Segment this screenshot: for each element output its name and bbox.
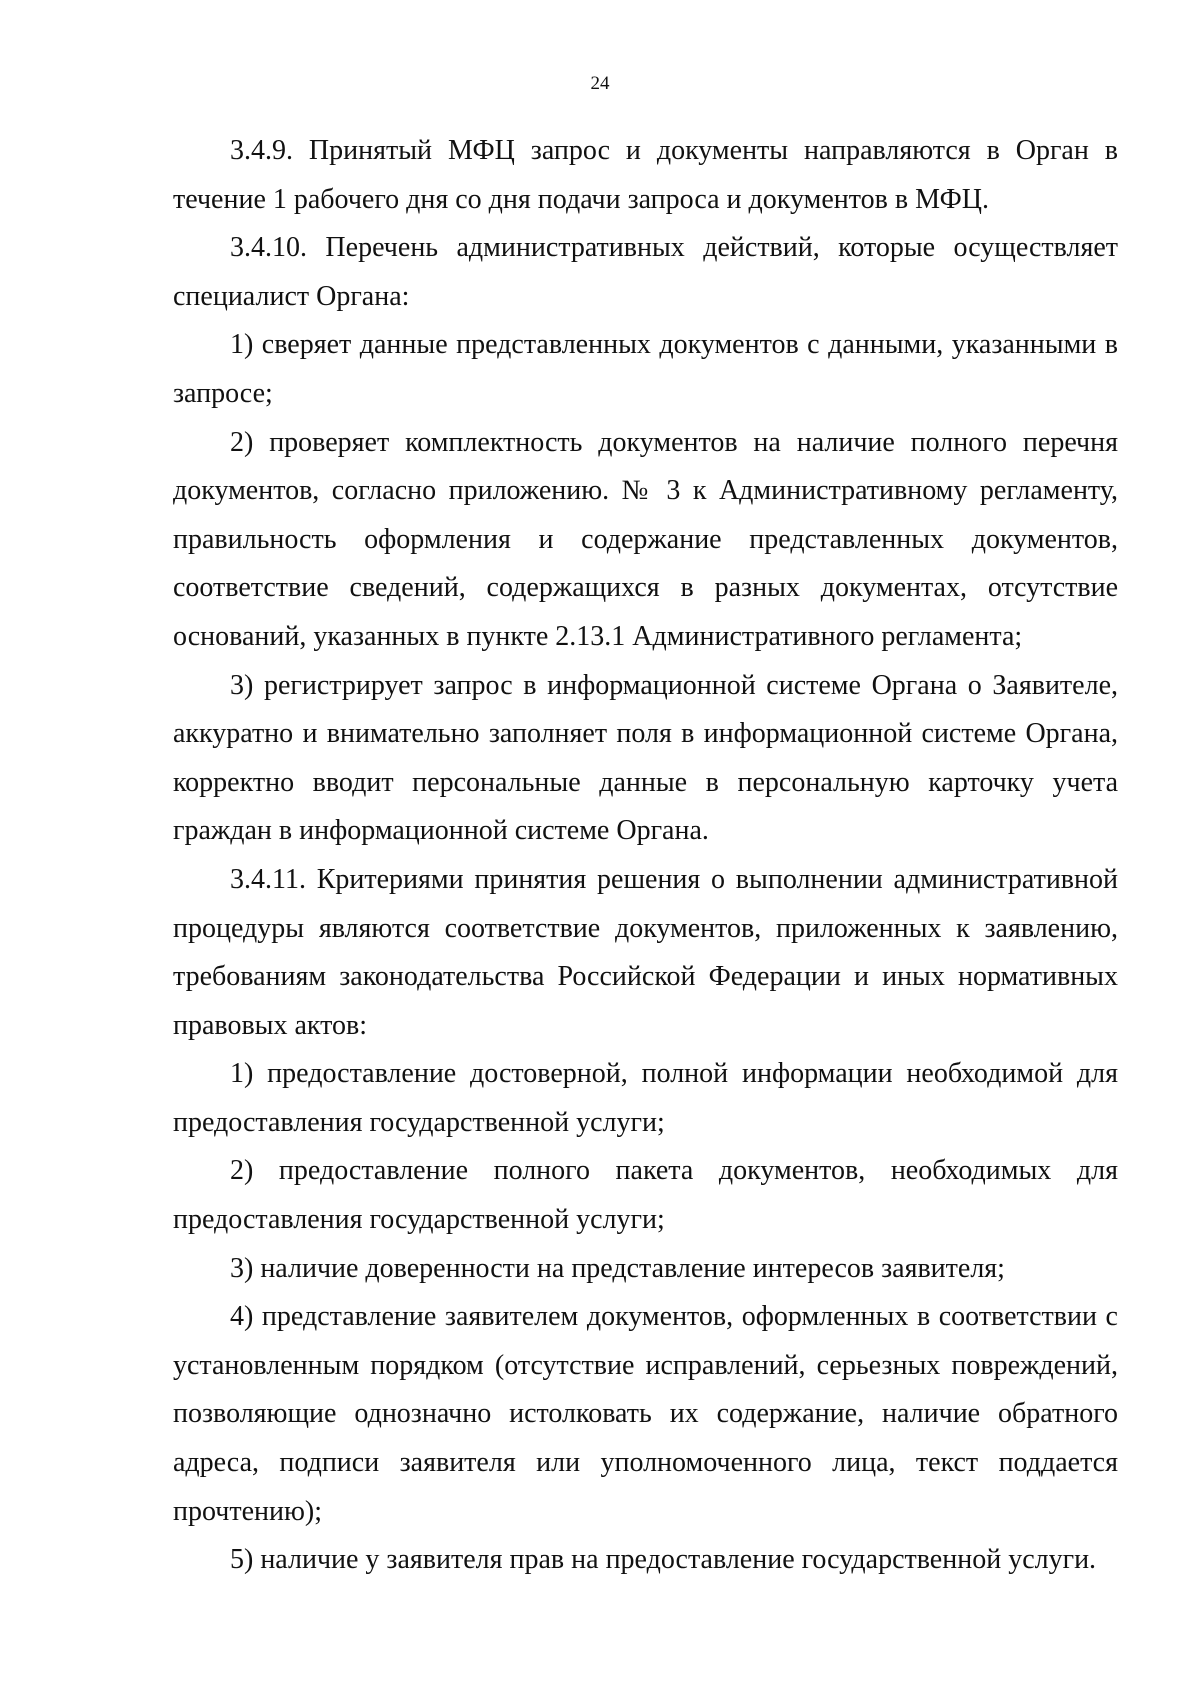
paragraph-3-4-11: 3.4.11. Критериями принятия решения о выполнении административной процедуры являются соответствие документов, приложенных к заявлению, требованиям законодательства Российской Федерации и иных нормативных правовых актов: bbox=[173, 863, 1118, 1041]
criteria-item-5: 5) наличие у заявителя прав на предоставление государственной услуги. bbox=[230, 1544, 1097, 1576]
list-item-1-verify-data: 1) сверяет данные представленных документов с данными, указанными в запросе; bbox=[173, 329, 1118, 409]
page-number: 24 bbox=[590, 73, 610, 94]
criteria-item-4: 4) представление заявителем документов, оформленных в соответствии с установленным порядком (отсутствие исправлений, серьезных повреждений, позволяющие однозначно истолковать их содержание, наличие обратного адреса, подписи заявителя или уполномоченного лица, текст поддается прочтению); bbox=[173, 1301, 1118, 1527]
criteria-item-3: 3) наличие доверенности на представление интересов заявителя; bbox=[230, 1252, 1005, 1284]
list-item-2-check-completeness: 2) проверяет комплектность документов на наличие полного перечня документов, согласно приложению. № 3 к Административному регламенту, правильность оформления и содержание представленных документов, соответствие сведений, содержащихся в разных документах, отсутствие оснований, указанных в пункте 2.13.1 Административного регламента; bbox=[173, 426, 1118, 652]
criteria-item-1: 1) предоставление достоверной, полной информации необходимой для предоставления государственной услуги; bbox=[173, 1058, 1118, 1138]
list-item-3-register-request: 3) регистрирует запрос в информационной системе Органа о Заявителе, аккуратно и внимательно заполняет поля в информационной системе Органа, корректно вводит персональные данные в персональную карточку учета граждан в информационной системе Органа. bbox=[173, 669, 1118, 847]
paragraph-3-4-10: 3.4.10. Перечень административных действий, которые осуществляет специалист Органа: bbox=[173, 232, 1118, 312]
document-body bbox=[173, 127, 1118, 1585]
criteria-item-2: 2) предоставление полного пакета документов, необходимых для предоставления государственной услуги; bbox=[173, 1155, 1118, 1236]
paragraph-3-4-9: 3.4.9. Принятый МФЦ запрос и документы направляются в Орган в течение 1 рабочего дня со дня подачи запроса и документов в МФЦ. bbox=[173, 135, 1118, 215]
